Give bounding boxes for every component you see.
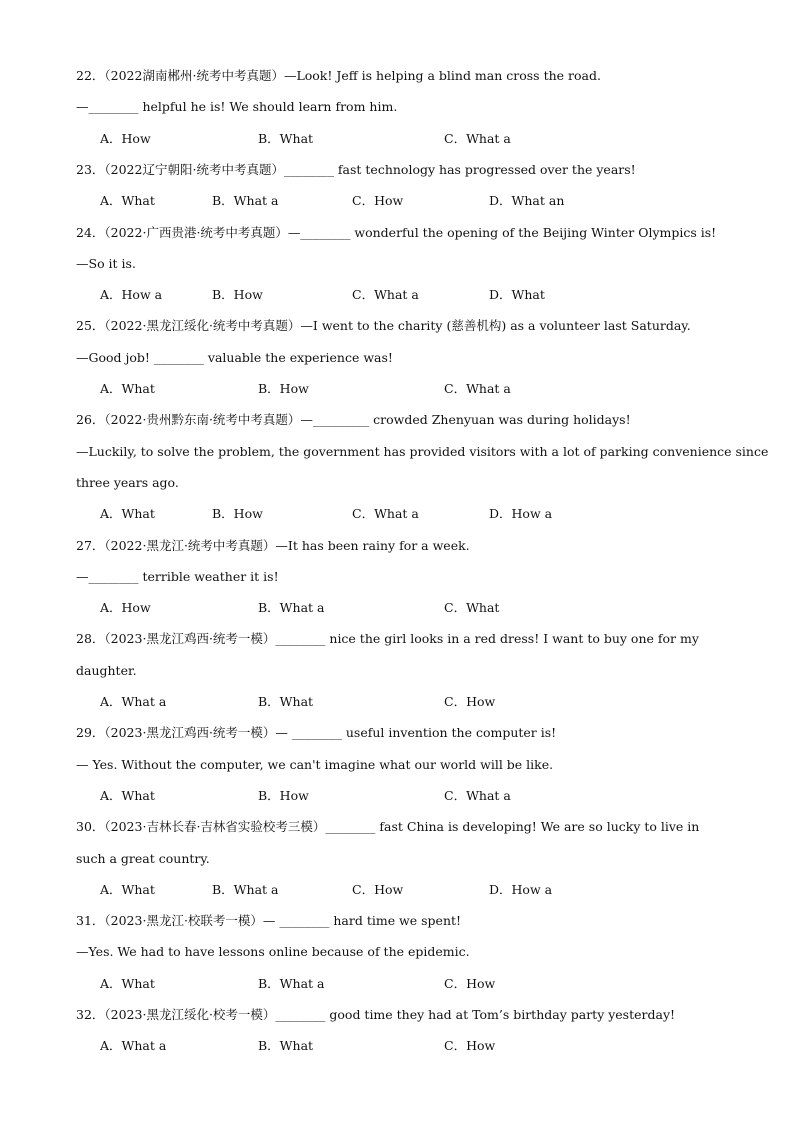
question-line: three years ago. bbox=[76, 475, 179, 490]
question-line: —So it is. bbox=[76, 256, 136, 271]
answer-option: C．How bbox=[352, 882, 404, 897]
question-stem: 31．（2023·黑龙江·校联考一模）— ________ hard time we spent! bbox=[76, 913, 462, 928]
question-line: —________ helpful he is! We should learn from him. bbox=[76, 99, 398, 114]
answer-option: A．What bbox=[100, 976, 155, 991]
question-line: — Yes. Without the computer, we can't imagine what our world will be like. bbox=[76, 757, 554, 772]
answer-option: B．What a bbox=[212, 193, 279, 208]
question-stem: 22．（2022湖南郴州·统考中考真题）—Look! Jeff is helping a blind man cross the road. bbox=[76, 68, 601, 83]
answer-option: C．What a bbox=[444, 131, 511, 146]
answer-option: C．What a bbox=[352, 287, 419, 302]
answer-option: C．How bbox=[352, 193, 404, 208]
question-line: such a great country. bbox=[76, 851, 210, 866]
question-line: daughter. bbox=[76, 663, 137, 678]
question-stem: 25．（2022·黑龙江绥化·统考中考真题）—I went to the charity (慈善机构) as a volunteer last Saturday. bbox=[76, 318, 691, 333]
answer-option: B．How bbox=[212, 506, 263, 521]
answer-option: B．How bbox=[212, 287, 263, 302]
answer-option: C．What a bbox=[352, 506, 419, 521]
answer-option: A．What bbox=[100, 381, 155, 396]
question-stem: 24．（2022·广西贵港·统考中考真题）—________ wonderful the opening of the Beijing Winter Olympics is! bbox=[76, 225, 717, 240]
answer-option: B．What a bbox=[258, 600, 325, 615]
answer-option: B．How bbox=[258, 788, 309, 803]
answer-option: A．What bbox=[100, 193, 155, 208]
answer-option: B．What a bbox=[212, 882, 279, 897]
answer-option: A．What bbox=[100, 788, 155, 803]
question-stem: 32．（2023·黑龙江绥化·校考一模）________ good time they had at Tom’s birthday party yesterday! bbox=[76, 1007, 676, 1022]
answer-option: C．How bbox=[444, 1038, 496, 1053]
answer-option: A．What bbox=[100, 506, 155, 521]
question-stem: 30．（2023·吉林长春·吉林省实验校考三模）________ fast China is developing! We are so lucky to live in bbox=[76, 819, 700, 834]
answer-option: A．How bbox=[100, 600, 151, 615]
question-stem: 27．（2022·黑龙江·统考中考真题）—It has been rainy for a week. bbox=[76, 538, 470, 553]
question-line: —Yes. We had to have lessons online because of the epidemic. bbox=[76, 944, 470, 959]
answer-option: C．What a bbox=[444, 381, 511, 396]
answer-option: B．How bbox=[258, 381, 309, 396]
question-line: —________ terrible weather it is! bbox=[76, 569, 279, 584]
answer-option: A．What a bbox=[100, 1038, 167, 1053]
answer-option: A．How a bbox=[100, 287, 163, 302]
answer-option: C．What bbox=[444, 600, 500, 615]
answer-option: B．What bbox=[258, 694, 314, 709]
question-stem: 28．（2023·黑龙江鸡西·统考一模）________ nice the girl looks in a red dress! I want to buy one for my bbox=[76, 631, 699, 646]
answer-option: C．How bbox=[444, 976, 496, 991]
answer-option: D．How a bbox=[489, 506, 553, 521]
question-stem: 29．（2023·黑龙江鸡西·统考一模）— ________ useful invention the computer is! bbox=[76, 725, 557, 740]
answer-option: C．What a bbox=[444, 788, 511, 803]
answer-option: D．What an bbox=[489, 193, 565, 208]
answer-option: A．How bbox=[100, 131, 151, 146]
answer-option: B．What a bbox=[258, 976, 325, 991]
question-stem: 23．（2022辽宁朝阳·统考中考真题）________ fast technology has progressed over the years! bbox=[76, 162, 636, 177]
question-line: —Luckily, to solve the problem, the government has provided visitors with a lot of parking convenience since bbox=[76, 444, 769, 459]
answer-option: B．What bbox=[258, 131, 314, 146]
answer-option: C．How bbox=[444, 694, 496, 709]
answer-option: B．What bbox=[258, 1038, 314, 1053]
answer-option: D．How a bbox=[489, 882, 553, 897]
question-line: —Good job! ________ valuable the experience was! bbox=[76, 350, 393, 365]
answer-option: D．What bbox=[489, 287, 545, 302]
answer-option: A．What bbox=[100, 882, 155, 897]
question-stem: 26．（2022·贵州黔东南·统考中考真题）—_________ crowded Zhenyuan was during holidays! bbox=[76, 412, 631, 427]
answer-option: A．What a bbox=[100, 694, 167, 709]
